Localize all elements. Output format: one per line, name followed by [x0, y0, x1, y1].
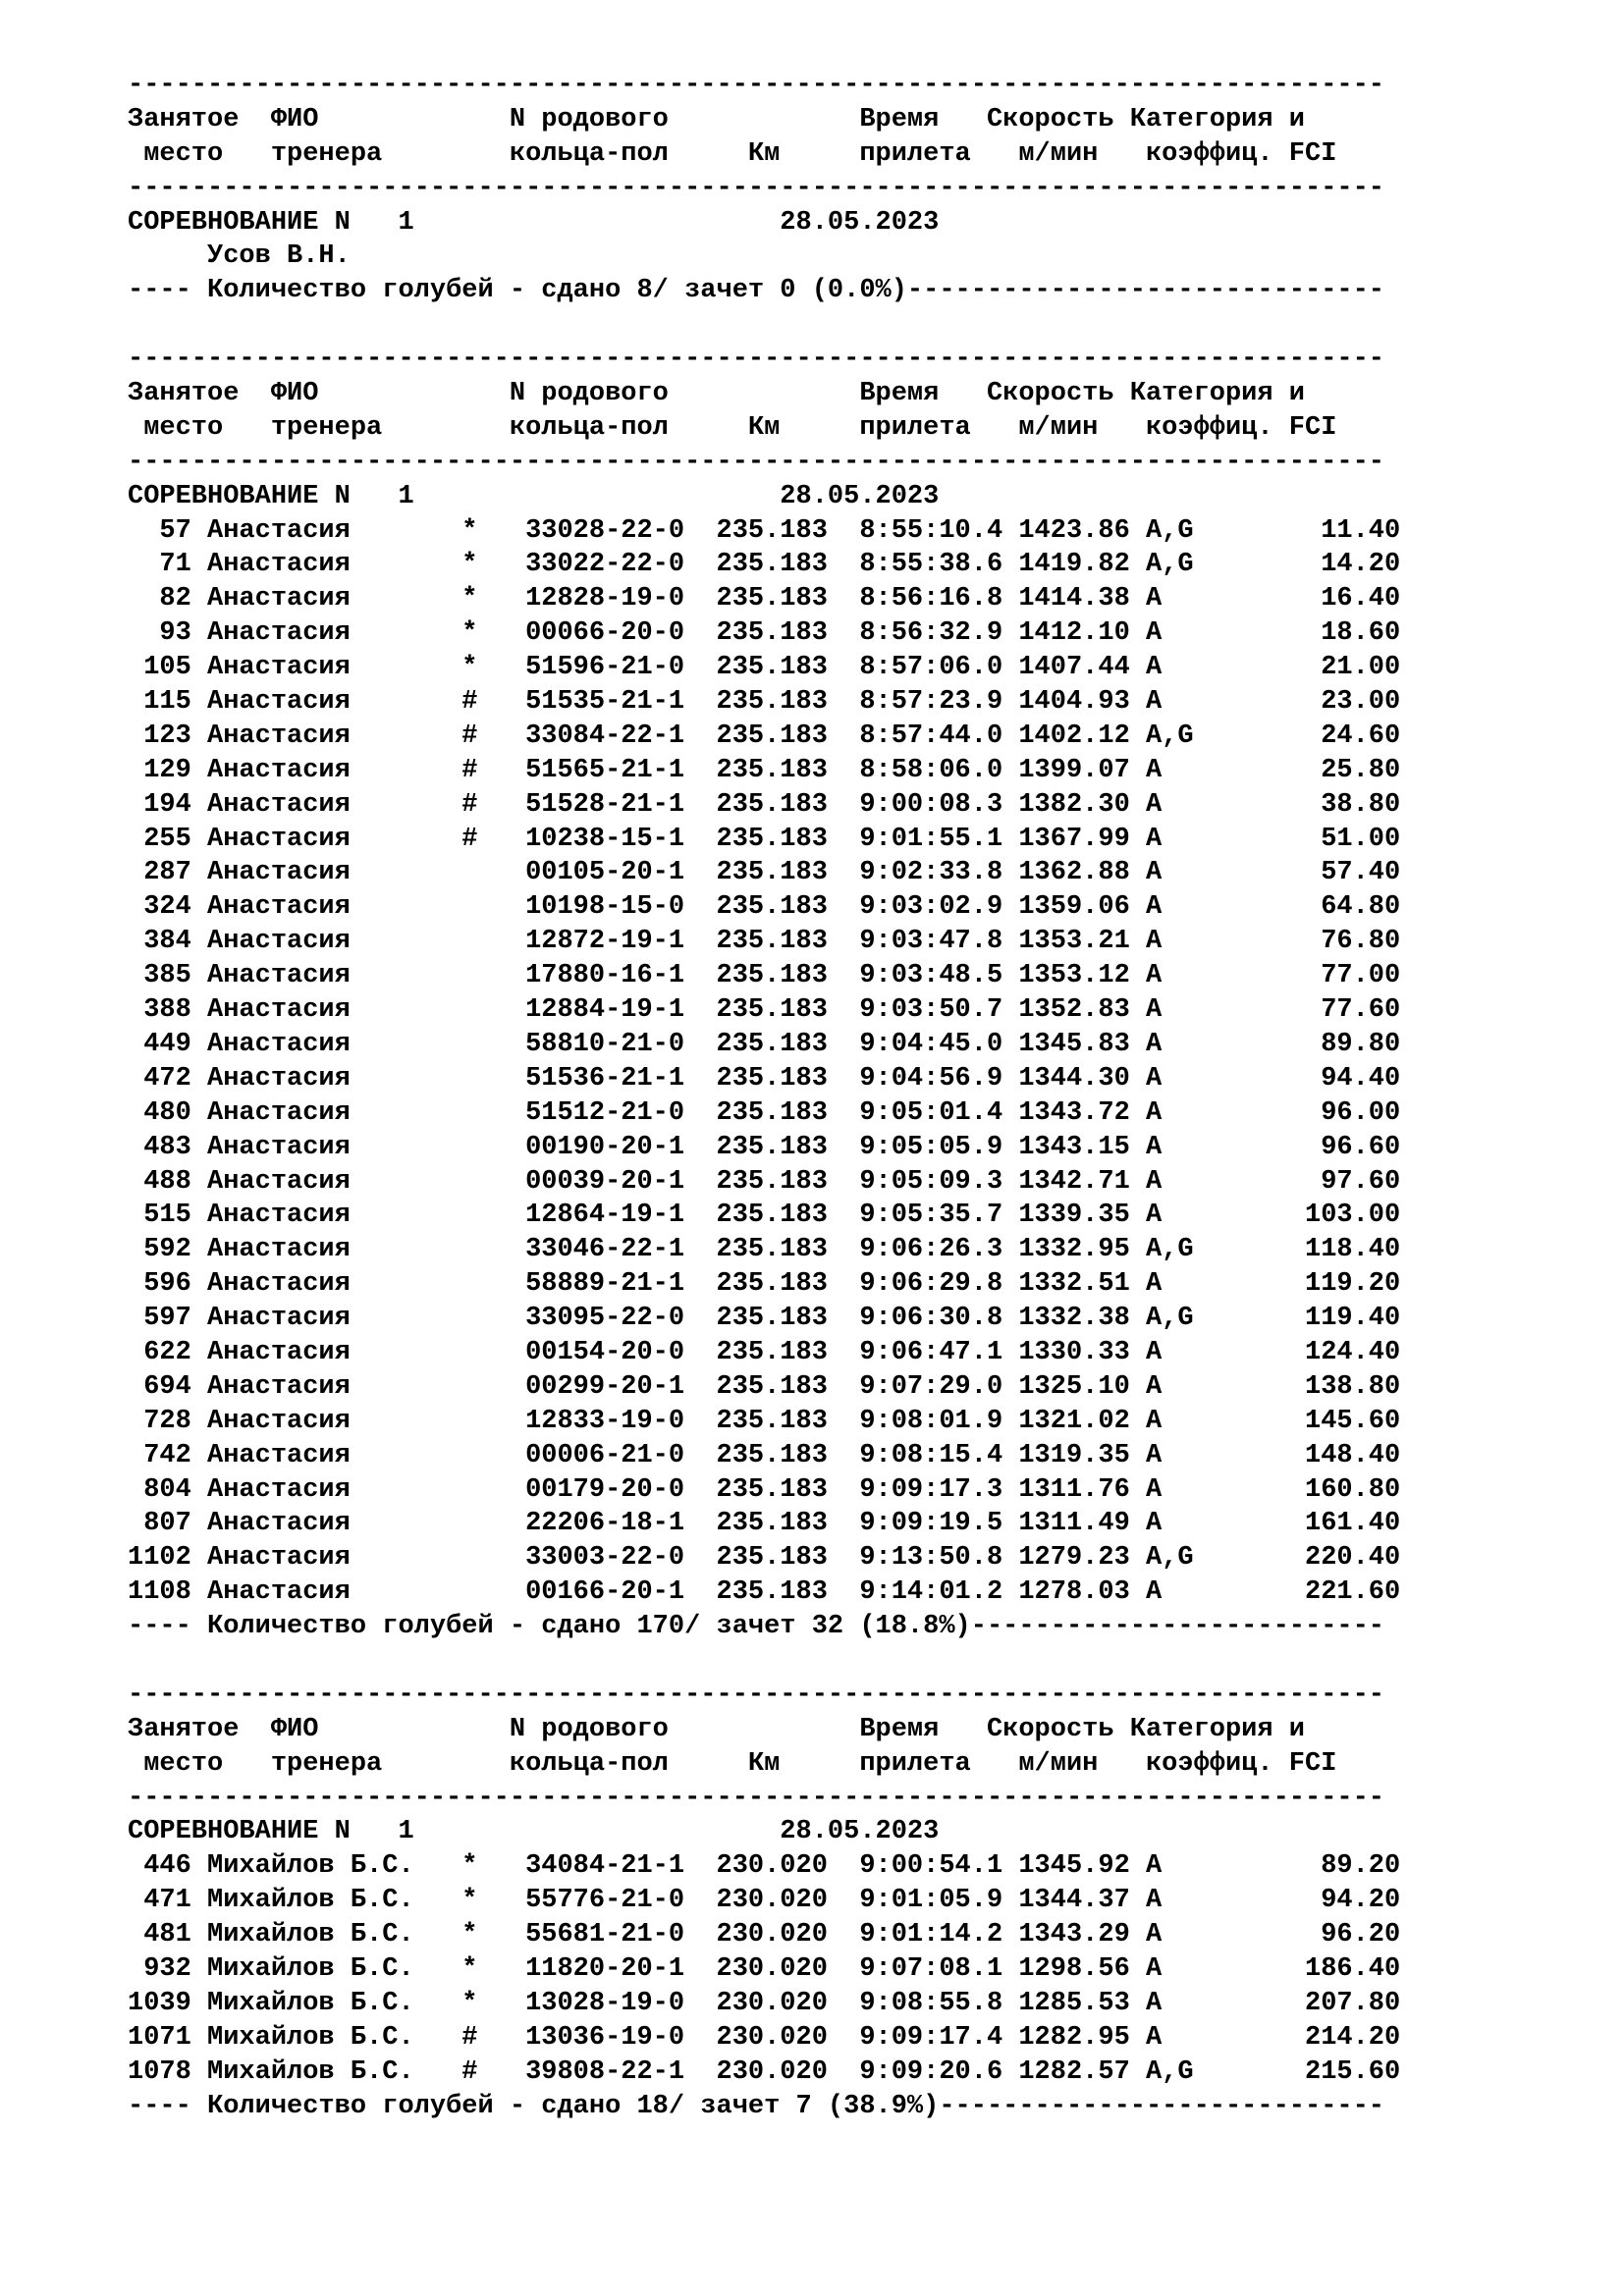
separator-line: -------------------------------------------------------------------------------	[128, 71, 1385, 100]
table-row: 287 Анастасия 00105-20-1 235.183 9:02:33.8 1362.88 A 57.40	[128, 858, 1401, 888]
table-row: 105 Анастасия * 51596-21-0 235.183 8:57:06.0 1407.44 A 21.00	[128, 653, 1401, 683]
column-header-line1: Занятое ФИО N родового Время Скорость Категория и	[128, 104, 1305, 134]
summary-line: ---- Количество голубей - сдано 170/ зачет 32 (18.8%)--------------------------	[128, 1612, 1385, 1642]
column-header-line1: Занятое ФИО N родового Время Скорость Категория и	[128, 379, 1305, 409]
summary-line: ---- Количество голубей - сдано 8/ зачет 0 (0.0%)------------------------------	[128, 276, 1385, 306]
table-row: 804 Анастасия 00179-20-0 235.183 9:09:17.3 1311.76 A 160.80	[128, 1474, 1401, 1505]
separator-line: -------------------------------------------------------------------------------	[128, 345, 1385, 375]
table-row: 807 Анастасия 22206-18-1 235.183 9:09:19.5 1311.49 A 161.40	[128, 1509, 1401, 1539]
table-row: 385 Анастасия 17880-16-1 235.183 9:03:48.5 1353.12 A 77.00	[128, 961, 1401, 991]
column-header-line2: место тренера кольца-пол Км прилета м/мин коэффиц. FCI	[128, 412, 1337, 443]
blank-line	[128, 308, 1600, 343]
table-row: 472 Анастасия 51536-21-1 235.183 9:04:56.9 1344.30 A 94.40	[128, 1063, 1401, 1094]
table-row: 488 Анастасия 00039-20-1 235.183 9:05:09.3 1342.71 A 97.60	[128, 1166, 1401, 1197]
separator-line: -------------------------------------------------------------------------------	[128, 447, 1385, 477]
blank-line	[128, 1644, 1600, 1679]
table-row: 388 Анастасия 12884-19-1 235.183 9:03:50.7 1352.83 A 77.60	[128, 995, 1401, 1026]
table-row: 71 Анастасия * 33022-22-0 235.183 8:55:38.6 1419.82 A,G 14.20	[128, 550, 1401, 580]
table-row: 1078 Михайлов Б.С. # 39808-22-1 230.020 9:09:20.6 1282.57 A,G 215.60	[128, 2056, 1401, 2087]
table-row: 742 Анастасия 00006-21-0 235.183 9:08:15.4 1319.35 A 148.40	[128, 1440, 1401, 1470]
competition-header: СОРЕВНОВАНИЕ N 1 28.05.2023	[128, 481, 940, 511]
table-row: 728 Анастасия 12833-19-0 235.183 9:08:01.9 1321.02 A 145.60	[128, 1406, 1401, 1436]
table-row: 1102 Анастасия 33003-22-0 235.183 9:13:50.8 1279.23 A,G 220.40	[128, 1543, 1401, 1574]
summary-line: ---- Количество голубей - сдано 18/ зачет 7 (38.9%)----------------------------	[128, 2091, 1385, 2121]
table-row: 622 Анастасия 00154-20-0 235.183 9:06:47.1 1330.33 A 124.40	[128, 1337, 1401, 1367]
table-row: 694 Анастасия 00299-20-1 235.183 9:07:29.0 1325.10 A 138.80	[128, 1371, 1401, 1402]
table-row: 324 Анастасия 10198-15-0 235.183 9:03:02.9 1359.06 A 64.80	[128, 892, 1401, 923]
table-row: 449 Анастасия 58810-21-0 235.183 9:04:45.0 1345.83 A 89.80	[128, 1029, 1401, 1059]
separator-line: -------------------------------------------------------------------------------	[128, 1680, 1385, 1710]
table-row: 480 Анастасия 51512-21-0 235.183 9:05:01.4 1343.72 A 96.00	[128, 1097, 1401, 1128]
table-row: 1039 Михайлов Б.С. * 13028-19-0 230.020 9:08:55.8 1285.53 A 207.80	[128, 1988, 1401, 2018]
table-row: 123 Анастасия # 33084-22-1 235.183 8:57:44.0 1402.12 A,G 24.60	[128, 721, 1401, 751]
table-row: 592 Анастасия 33046-22-1 235.183 9:06:26.3 1332.95 A,G 118.40	[128, 1235, 1401, 1265]
table-row: 129 Анастасия # 51565-21-1 235.183 8:58:06.0 1399.07 A 25.80	[128, 755, 1401, 785]
column-header-line2: место тренера кольца-пол Км прилета м/мин коэффиц. FCI	[128, 1748, 1337, 1779]
table-row: 384 Анастасия 12872-19-1 235.183 9:03:47.8 1353.21 A 76.80	[128, 927, 1401, 957]
column-header-line2: место тренера кольца-пол Км прилета м/мин коэффиц. FCI	[128, 138, 1337, 169]
table-row: 446 Михайлов Б.С. * 34084-21-1 230.020 9:00:54.1 1345.92 A 89.20	[128, 1851, 1401, 1882]
table-row: 597 Анастасия 33095-22-0 235.183 9:06:30.8 1332.38 A,G 119.40	[128, 1304, 1401, 1334]
table-row: 1108 Анастасия 00166-20-1 235.183 9:14:01.2 1278.03 A 221.60	[128, 1577, 1401, 1608]
separator-line: -------------------------------------------------------------------------------	[128, 1783, 1385, 1813]
table-row: 255 Анастасия # 10238-15-1 235.183 9:01:55.1 1367.99 A 51.00	[128, 824, 1401, 854]
column-header-line1: Занятое ФИО N родового Время Скорость Категория и	[128, 1714, 1305, 1744]
table-row: 1071 Михайлов Б.С. # 13036-19-0 230.020 9:09:17.4 1282.95 A 214.20	[128, 2022, 1401, 2053]
competition-header: СОРЕВНОВАНИЕ N 1 28.05.2023	[128, 207, 940, 238]
table-row: 194 Анастасия # 51528-21-1 235.183 9:00:08.3 1382.30 A 38.80	[128, 789, 1401, 820]
table-row: 481 Михайлов Б.С. * 55681-21-0 230.020 9:01:14.2 1343.29 A 96.20	[128, 1920, 1401, 1950]
trainer-name: Усов В.Н.	[128, 241, 351, 272]
table-row: 932 Михайлов Б.С. * 11820-20-1 230.020 9:07:08.1 1298.56 A 186.40	[128, 1953, 1401, 1984]
table-row: 515 Анастасия 12864-19-1 235.183 9:05:35.7 1339.35 A 103.00	[128, 1201, 1401, 1231]
separator-line: -------------------------------------------------------------------------------	[128, 173, 1385, 203]
table-row: 596 Анастасия 58889-21-1 235.183 9:06:29.8 1332.51 A 119.20	[128, 1269, 1401, 1300]
results-report	[128, 69, 1600, 2123]
table-row: 57 Анастасия * 33028-22-0 235.183 8:55:10.4 1423.86 A,G 11.40	[128, 515, 1401, 546]
table-row: 483 Анастасия 00190-20-1 235.183 9:05:05.9 1343.15 A 96.60	[128, 1132, 1401, 1162]
table-row: 115 Анастасия # 51535-21-1 235.183 8:57:23.9 1404.93 A 23.00	[128, 687, 1401, 718]
table-row: 93 Анастасия * 00066-20-0 235.183 8:56:32.9 1412.10 A 18.60	[128, 618, 1401, 649]
competition-header: СОРЕВНОВАНИЕ N 1 28.05.2023	[128, 1817, 940, 1847]
table-row: 82 Анастасия * 12828-19-0 235.183 8:56:16.8 1414.38 A 16.40	[128, 584, 1401, 614]
table-row: 471 Михайлов Б.С. * 55776-21-0 230.020 9:01:05.9 1344.37 A 94.20	[128, 1886, 1401, 1916]
